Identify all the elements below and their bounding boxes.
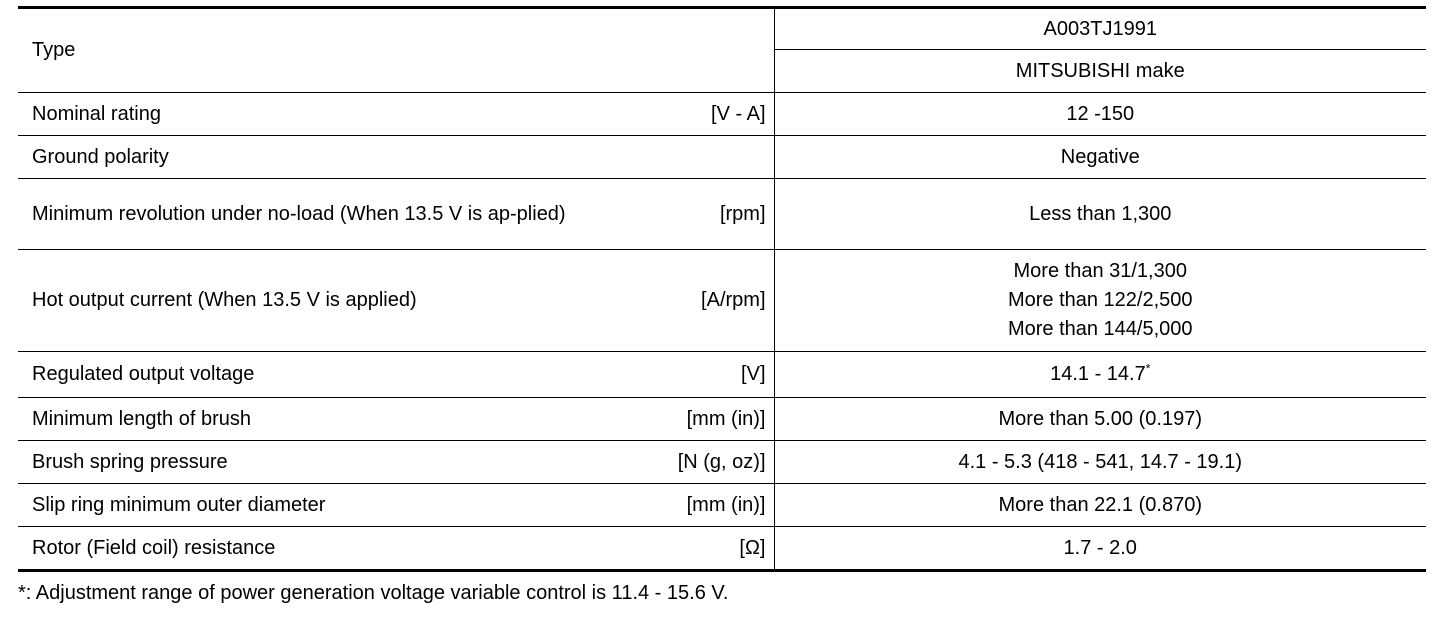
row-label-cell [18, 398, 774, 441]
type-model-cell [774, 8, 1426, 50]
table-row [18, 93, 1426, 136]
table-row [18, 352, 1426, 398]
row-value: More than 31/1,300 [1013, 260, 1187, 282]
row-label-cell [18, 441, 774, 484]
row-value: Negative [1060, 145, 1140, 168]
row-value: More than 22.1 (0.870) [998, 493, 1202, 516]
row-value-cell [774, 484, 1426, 527]
row-label-cell [18, 136, 774, 179]
type-make-cell [774, 50, 1426, 93]
row-value-cell [774, 398, 1426, 441]
alternator-spec-table [18, 6, 1426, 572]
row-value: 4.1 - 5.3 (418 - 541, 14.7 - 19.1) [958, 450, 1242, 473]
row-unit: [Ω] [739, 536, 766, 559]
footnote-marker: * [1145, 361, 1151, 376]
table-row-type-model [18, 8, 1426, 50]
table-row [18, 484, 1426, 527]
row-label: Slip ring minimum outer diameter [32, 493, 326, 516]
row-unit: [mm (in)] [686, 407, 766, 430]
type-label-cell [18, 8, 774, 93]
row-label: Nominal rating [32, 102, 161, 125]
table-row [18, 136, 1426, 179]
type-label: Type [32, 39, 76, 61]
table-row [18, 527, 1426, 571]
row-unit: [V - A] [711, 102, 766, 125]
footnote: *: Adjustment range of power generation voltage variable control is 11.4 - 15.6 V. [18, 582, 729, 604]
row-unit: [rpm] [719, 202, 766, 225]
table-row [18, 398, 1426, 441]
row-value: 1.7 - 2.0 [1063, 536, 1137, 559]
row-label: Minimum revolution under no-load (When 13.5 V is ap-plied) [32, 202, 566, 225]
row-label-cell [18, 179, 774, 250]
row-value: More than 5.00 (0.197) [998, 407, 1202, 430]
row-value-cell [774, 93, 1426, 136]
row-label-cell [18, 93, 774, 136]
row-label-cell [18, 250, 774, 352]
row-value-cell [774, 527, 1426, 571]
type-model: A003TJ1991 [1043, 17, 1157, 40]
row-value: More than 144/5,000 [1007, 318, 1193, 340]
row-label-cell [18, 527, 774, 571]
table-row [18, 441, 1426, 484]
row-value-cell [774, 352, 1426, 398]
row-label: Ground polarity [32, 145, 169, 168]
row-unit: [V] [741, 363, 766, 385]
row-label: Rotor (Field coil) resistance [32, 536, 276, 559]
row-value-cell [774, 250, 1426, 352]
row-value-cell [774, 136, 1426, 179]
table-row [18, 250, 1426, 352]
row-unit: [A/rpm] [701, 289, 766, 311]
row-value: 14.1 - 14.7 [1050, 363, 1146, 385]
row-label: Minimum length of brush [32, 407, 251, 430]
row-label: Hot output current (When 13.5 V is applied) [32, 289, 417, 311]
row-label: Brush spring pressure [32, 450, 228, 473]
row-unit: [N (g, oz)] [677, 450, 766, 473]
row-value: More than 122/2,500 [1007, 289, 1193, 311]
row-label-cell [18, 484, 774, 527]
row-value: Less than 1,300 [1029, 202, 1172, 225]
row-value-cell [774, 179, 1426, 250]
row-label-cell [18, 352, 774, 398]
type-make: MITSUBISHI make [1015, 59, 1185, 82]
row-value: 12 -150 [1066, 102, 1135, 125]
row-label: Regulated output voltage [32, 363, 255, 385]
row-unit: [mm (in)] [686, 493, 766, 516]
row-value-cell [774, 441, 1426, 484]
table-row [18, 179, 1426, 250]
